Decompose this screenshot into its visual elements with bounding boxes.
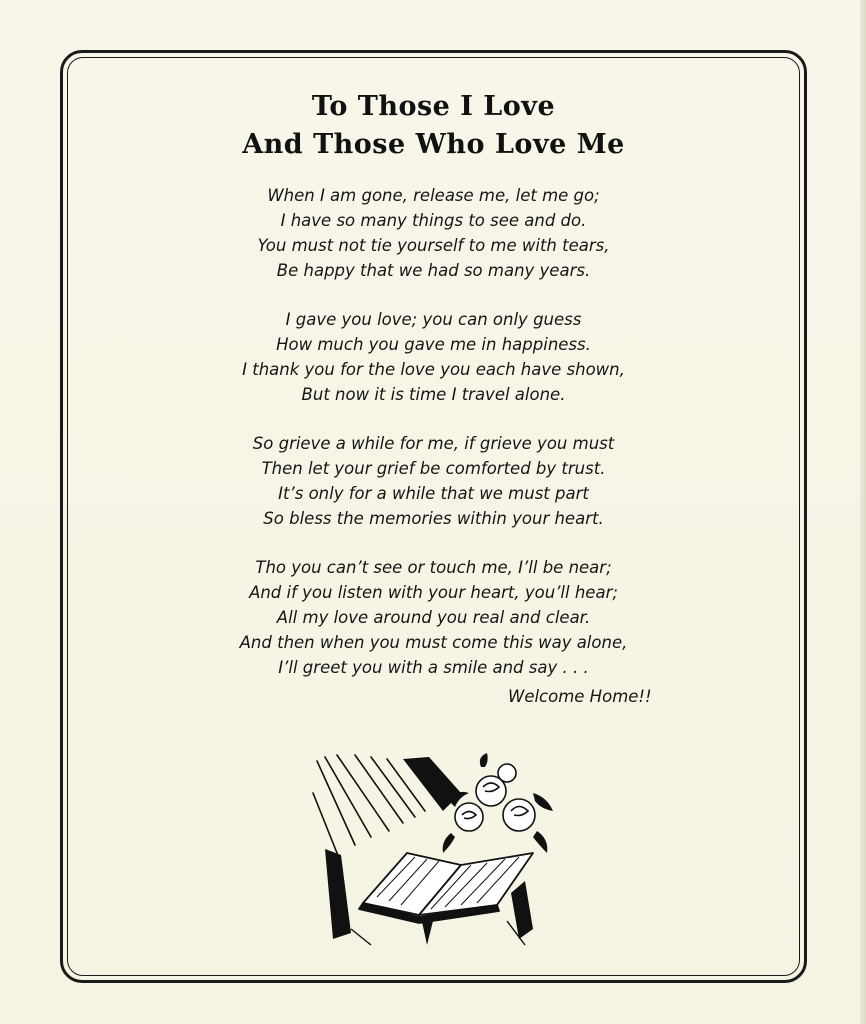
poem-line: I have so many things to see and do. bbox=[280, 211, 587, 230]
poem-line: So bless the memories within your heart. bbox=[263, 509, 604, 528]
poem-line: How much you gave me in happiness. bbox=[276, 335, 591, 354]
poem-line: And then when you must come this way alone, bbox=[239, 633, 628, 652]
title-line-1: To Those I Love bbox=[311, 91, 556, 122]
poem-line: I’ll greet you with a smile and say . . . bbox=[278, 658, 589, 677]
open-bible-with-roses-icon bbox=[311, 753, 561, 948]
page-spine-edge bbox=[860, 0, 866, 1024]
stanza-2 bbox=[68, 307, 799, 407]
poem-line: So grieve a while for me, if grieve you must bbox=[252, 434, 615, 453]
border-frame bbox=[60, 50, 807, 983]
poem-line: When I am gone, release me, let me go; bbox=[267, 186, 600, 205]
poem-line: All my love around you real and clear. bbox=[276, 608, 591, 627]
stanza-3 bbox=[68, 431, 799, 531]
poem-line: Then let your grief be comforted by trust. bbox=[261, 459, 606, 478]
stanza-1 bbox=[68, 183, 799, 283]
poem-line: And if you listen with your heart, you’ll hear; bbox=[249, 583, 618, 602]
poem-signoff: Welcome Home!! bbox=[508, 687, 652, 706]
poem-line: You must not tie yourself to me with tears, bbox=[257, 236, 610, 255]
poem-body bbox=[68, 183, 799, 704]
poem-line: I thank you for the love you each have shown, bbox=[242, 360, 625, 379]
title-line-2: And Those Who Love Me bbox=[242, 129, 625, 160]
poem-line: Tho you can’t see or touch me, I’ll be near; bbox=[255, 558, 612, 577]
poem-line: I gave you love; you can only guess bbox=[285, 310, 582, 329]
inner-border-frame bbox=[67, 57, 800, 976]
poem-line: But now it is time I travel alone. bbox=[301, 385, 566, 404]
poem-title bbox=[68, 88, 799, 164]
stanza-4 bbox=[68, 555, 799, 680]
poem-line: Be happy that we had so many years. bbox=[276, 261, 591, 280]
poem-line: It’s only for a while that we must part bbox=[278, 484, 589, 503]
